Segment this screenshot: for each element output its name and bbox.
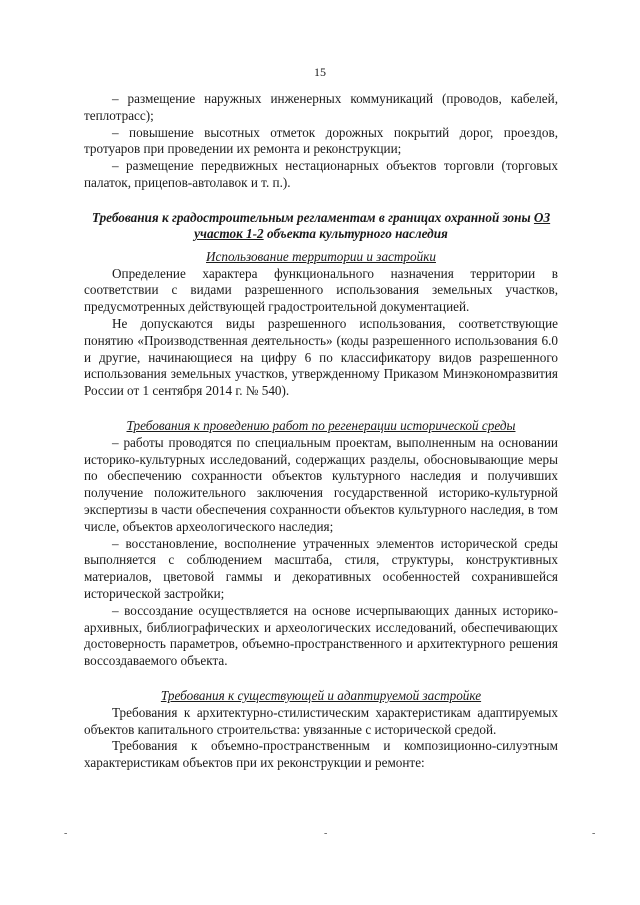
usage-paragraph-1: Определение характера функционального назначения территории в соответствии с видами разрешенного использования земельных участков, предусмотренных действующей градостроительной документацией. <box>84 265 558 315</box>
intro-item-2: – повышение высотных отметок дорожных покрытий дорог, проездов, тротуаров при проведении их ремонта и реконструкции; <box>84 124 558 157</box>
section-title-zone: ОЗ участок 1-2 <box>194 209 551 242</box>
section-title-part1: Требования к градостроительным регламентам в границах охранной зоны <box>91 209 534 225</box>
section-title-part2: объекта культурного наследия <box>263 226 448 242</box>
section-title <box>84 210 558 243</box>
existing-heading: Требования к существующей и адаптируемой застройке <box>160 687 482 703</box>
existing-paragraph-1: Требования к архитектурно-стилистическим характеристикам адаптируемых объектов капитального строительства: увязанные с исторической средой. <box>84 704 558 737</box>
existing-paragraph-2: Требования к объемно-пространственным и композиционно-силуэтным характеристикам объектов при их реконструкции и ремонте: <box>84 738 558 771</box>
document-body <box>84 91 558 772</box>
scan-mark-left: - <box>64 828 68 839</box>
regeneration-item-1: – работы проводятся по специальным проектам, выполненным на основании историко-культурных исследований, содержащих разделы, обосновывающие меры по обеспечению сохранности объектов культурного наследия и получивших получение положительного заключения государственной историко-культурной экспертизы в части обеспечения сохранности объектов культурного наследия, в том числе, объектов археологического наследия; <box>84 434 558 534</box>
scan-mark-center: - <box>324 828 328 839</box>
regeneration-item-3: – воссоздание осуществляется на основе исчерпывающих данных историко-архивных, библиографических и археологических исследований, обеспечивающих достоверность параметров, объемно-пространственного и архитектурного решения воссоздаваемого объекта. <box>84 602 558 669</box>
scan-mark-right: - <box>592 828 596 839</box>
usage-heading: Использование территории и застройки <box>206 248 436 264</box>
regeneration-item-2: – восстановление, восполнение утраченных элементов исторической среды выполняется с соблюдением масштаба, стиля, структуры, конструктивных материалов, цветовой гаммы и декоративных особенностей сохранившейся исторической застройки; <box>84 535 558 601</box>
intro-item-3: – размещение передвижных нестационарных объектов торговли (торговых палаток, прицепов-автолавок и т. п.). <box>84 158 558 190</box>
regeneration-heading: Требования к проведению работ по регенерации исторической среды <box>126 417 516 433</box>
usage-paragraph-2: Не допускаются виды разрешенного использования, соответствующие понятию «Производственная деятельность» (коды разрешенного использования 6.0 и другие, начинающиеся на цифру 6 по классификатору видов разрешенного использования земельных участков, утвержденному Приказом Минэкономразвития России от 1 сентября 2014 г. № 540). <box>84 315 558 399</box>
intro-item-1: – размещение наружных инженерных коммуникаций (проводов, кабелей, теплотрасс); <box>84 91 558 123</box>
page-number: 15 <box>314 65 326 79</box>
